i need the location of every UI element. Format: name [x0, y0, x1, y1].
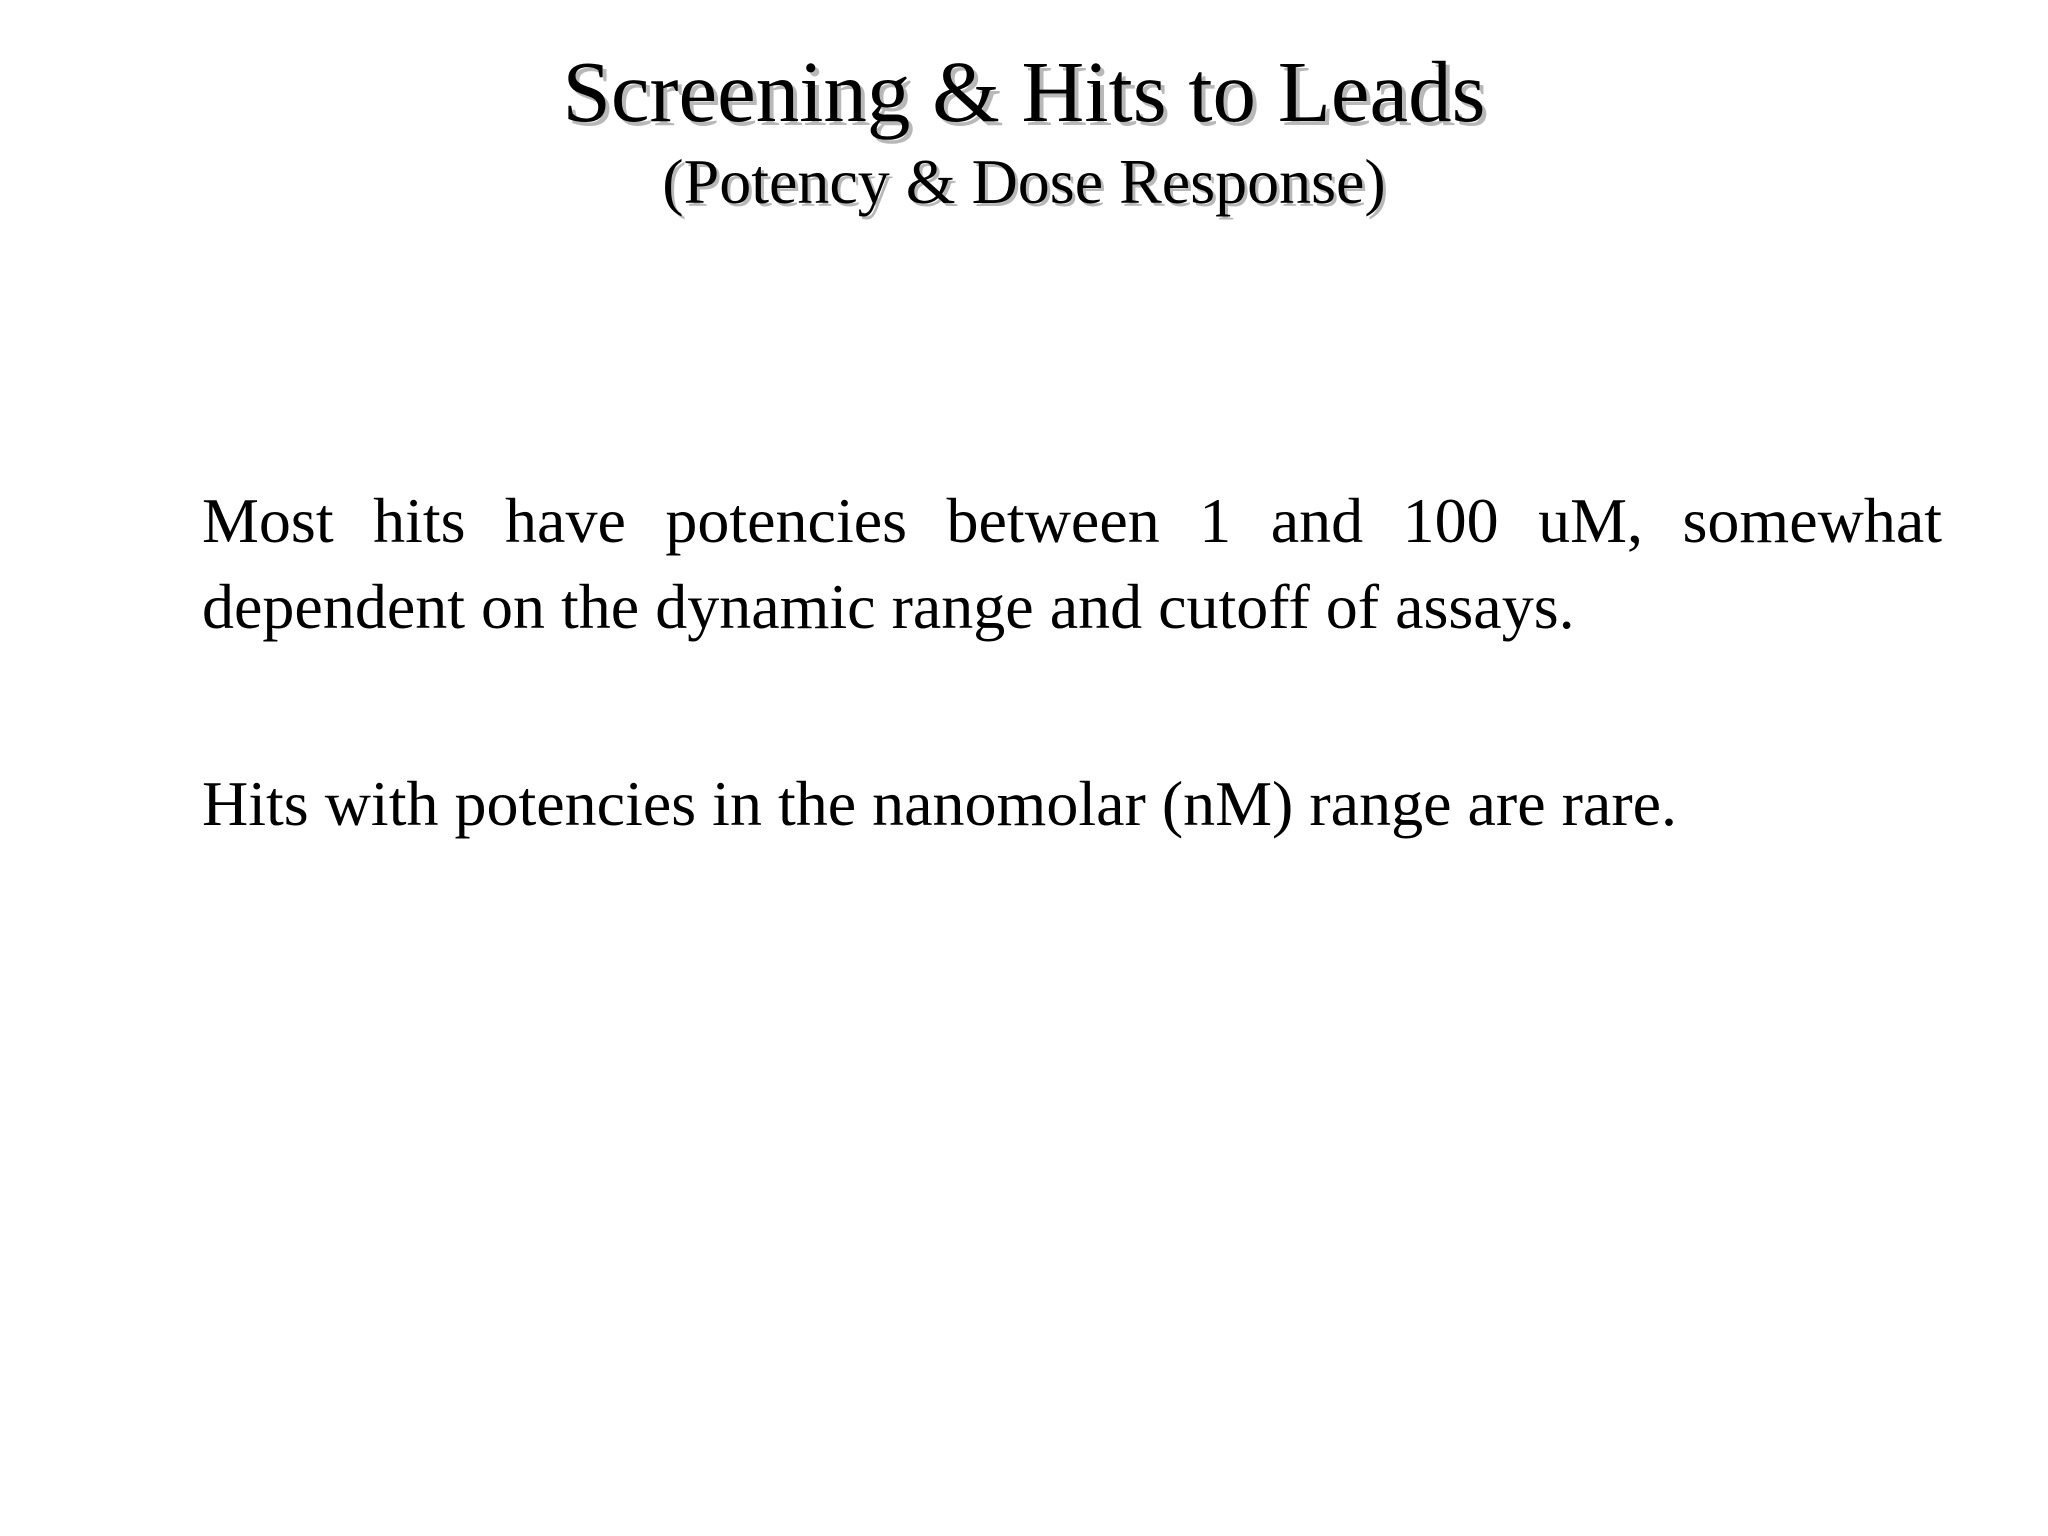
title-block — [0, 42, 2048, 222]
slide-body — [202, 478, 1942, 847]
paragraph-nanomolar-hits: Hits with potencies in the nanomolar (nM) range are rare. — [202, 768, 1678, 839]
slide-subtitle: (Potency & Dose Response) — [662, 146, 1386, 217]
paragraph-potency-range: Most hits have potencies between 1 and 100 uM, somewhat dependent on the dynamic range and cutoff of assays. — [202, 485, 1942, 642]
slide-title: Screening & Hits to Leads — [562, 43, 1486, 140]
